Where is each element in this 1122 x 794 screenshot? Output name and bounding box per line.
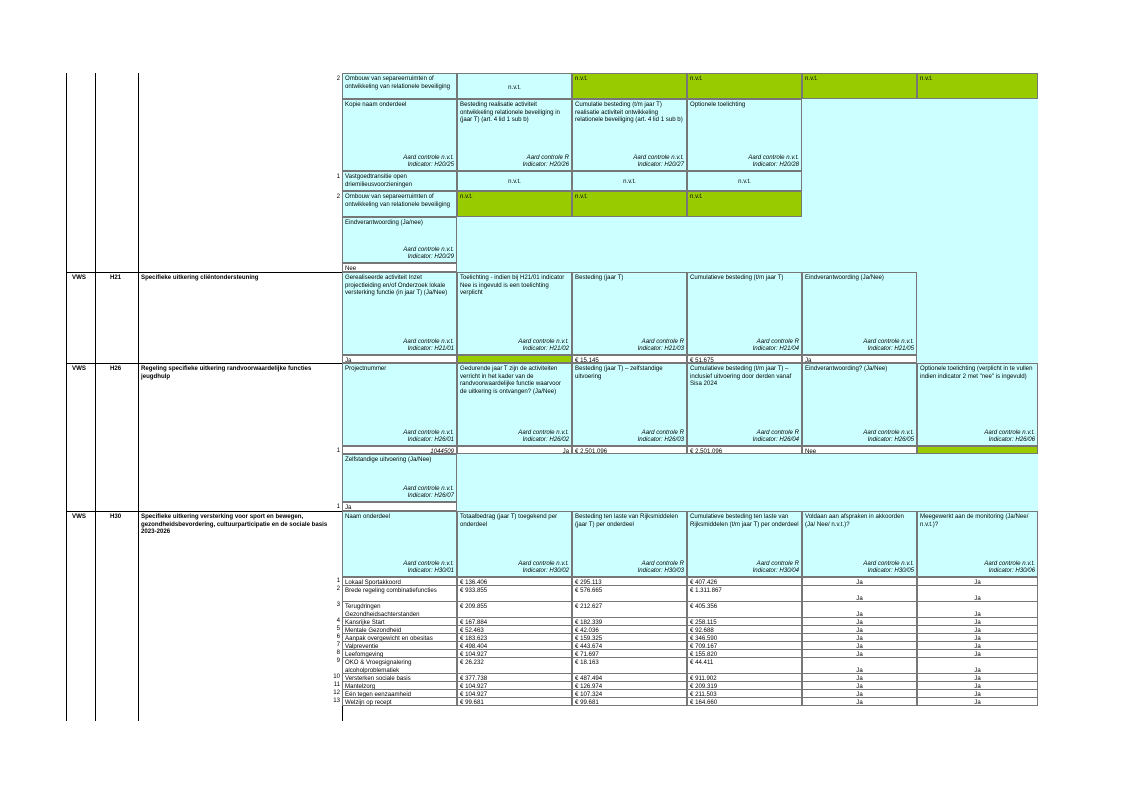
column-header (802, 511, 917, 577)
column-header (917, 363, 1038, 446)
column-header (802, 272, 917, 355)
value-cell[interactable]: € 164.660 (687, 697, 802, 706)
value-cell[interactable]: € 346.590 (687, 633, 802, 642)
value-cell[interactable]: € 159.325 (572, 633, 687, 642)
indicator-code: Indicator: H30/02 (522, 567, 569, 575)
value-cell[interactable]: Ja (802, 577, 917, 586)
aard-controle: Aard controle n.v.t. (748, 153, 799, 161)
column-header (457, 272, 572, 355)
aard-controle: Aard controle n.v.t. (633, 153, 684, 161)
value-cell[interactable]: Ja (802, 355, 917, 363)
value-cell[interactable] (457, 355, 572, 363)
indicator-code: Indicator: H30/03 (637, 567, 684, 575)
column-header (572, 272, 687, 355)
onderdeel-name: Lokaal Sportakkoord (342, 577, 457, 586)
aard-controle: Aard controle n.v.t. (863, 337, 914, 345)
column-header (572, 511, 687, 577)
column-header (342, 99, 457, 171)
row-number: 9 (336, 657, 340, 664)
onderdeel-name: Brede regeling combinatiefuncties (342, 585, 457, 602)
value-cell[interactable]: € 498.404 (457, 641, 572, 650)
value-cell[interactable]: Ja (917, 697, 1038, 706)
row-number: 3 (336, 601, 340, 608)
column-header-label: Eindverantwoording? (Ja/Nee) (805, 365, 888, 372)
indicator-code: Indicator: H26/04 (752, 436, 799, 444)
row-number: 2 (336, 75, 340, 82)
control-label (459, 338, 569, 353)
row-number: 13 (333, 697, 340, 704)
indicator-code: Indicator: H26/01 (407, 436, 454, 444)
value-cell[interactable]: Ja (802, 625, 917, 634)
value-cell[interactable]: Ja (917, 673, 1038, 682)
control-label (459, 429, 569, 444)
column-header (687, 99, 802, 171)
ministry-code: VWS (72, 513, 86, 520)
column-header (687, 511, 802, 577)
value-cell[interactable]: n.v.t. (802, 73, 917, 99)
row-number: 12 (333, 689, 340, 696)
value-cell[interactable]: € 104.927 (457, 689, 572, 698)
value-cell[interactable]: Ja (802, 585, 917, 602)
row-number: 7 (336, 641, 340, 648)
value-cell[interactable]: Ja (917, 633, 1038, 642)
value-cell[interactable]: € 104.927 (457, 681, 572, 690)
column-header (802, 363, 917, 446)
value-cell[interactable]: € 71.697 (572, 649, 687, 658)
value-cell[interactable]: € 155.820 (687, 649, 802, 658)
regulation-title: Specifieke uitkering versterking voor sport en bewegen, gezondheidsbevordering, cultuurparticipatie en de sociale basis 2023-2026 (141, 513, 328, 536)
row-number: 1 (336, 173, 340, 180)
column-header-label: Gedurende jaar T zijn de activiteiten verricht in het kader van de randvoorwaardelijke functie waarvoor de uitkering is ontvangen? (Ja/Nee) (460, 365, 561, 395)
value-cell[interactable]: Ja (802, 657, 917, 674)
regulation-title: Regeling specifieke uitkering randvoorwaardelijke functies jeugdhulp (141, 365, 312, 380)
value-cell[interactable]: € 911.902 (687, 673, 802, 682)
row-number: 1 (336, 577, 340, 584)
value-cell[interactable]: € 709.167 (687, 641, 802, 650)
row-number: 1 (336, 447, 340, 454)
value-cell[interactable]: € 15.145 (572, 355, 687, 363)
value-cell[interactable]: Ja (802, 649, 917, 658)
regulation-code: H21 (110, 274, 122, 281)
grid-line (138, 73, 139, 721)
column-header (687, 363, 802, 446)
onderdeel-name: Kansrijke Start (342, 617, 457, 626)
onderdeel-name: Valpreventie (342, 641, 457, 650)
column-header-label: Cumulatieve besteding (t/m jaar T) – inclusief uitvoering door derden vanaf Sisa 2024 (690, 365, 792, 388)
ministry-code: VWS (72, 274, 86, 281)
control-label (574, 429, 684, 444)
empty-cell (802, 171, 1038, 191)
column-header-label: Besteding ten laste van Rijksmiddelen (jaar T) per onderdeel (575, 513, 678, 528)
column-header-label: Totaalbedrag (jaar T) toegekend per onderdeel (460, 513, 558, 528)
onderdeel-name: Eén tegen eenzaamheid (342, 689, 457, 698)
value-cell[interactable]: Ja (802, 673, 917, 682)
indicator-code: Indicator: H21/02 (522, 345, 569, 353)
control-label (804, 560, 914, 575)
empty-cell (917, 272, 1038, 363)
value-cell[interactable]: Ja (802, 641, 917, 650)
value-cell[interactable]: € 405.356 (687, 601, 802, 618)
onderdeel-name: Terugdringen Gezondheidsachterstanden (342, 601, 457, 618)
column-header (572, 363, 687, 446)
value-cell[interactable]: Ja (342, 355, 457, 363)
value-cell[interactable]: Ja (802, 617, 917, 626)
onderdeel-name: Mantelzorg (342, 681, 457, 690)
value-cell[interactable]: n.v.t. (457, 73, 572, 99)
column-header-label: Voldaan aan afspraken in akkoorden (Ja/ Nee/ n.v.t.)? (805, 513, 904, 528)
value-cell[interactable]: Ja (802, 689, 917, 698)
grid-line (95, 73, 96, 721)
value-cell[interactable]: € 167.884 (457, 617, 572, 626)
grid-line (66, 73, 67, 721)
column-header-label: Projectnummer (345, 365, 387, 372)
column-header-label: Optionele toelichting (verplicht in te vullen indien indicator 2 met "nee" is ingevuld) (920, 365, 1033, 380)
control-label (689, 429, 799, 444)
onderdeel-name: Mentale Gezondheid (342, 625, 457, 634)
row-number: 11 (333, 681, 340, 688)
indicator-code: Indicator: H30/06 (988, 567, 1035, 575)
column-header (342, 511, 457, 577)
indicator-code: Indicator: H20/27 (637, 161, 684, 169)
column-header-label: Cumulatie besteding (t/m jaar T) realisatie activiteit ontwikkeling relationele beveiliging (art. 4 lid 1 sub b) (575, 101, 683, 124)
aard-controle: Aard controle n.v.t. (403, 337, 454, 345)
control-label (344, 485, 454, 500)
value-cell[interactable]: Ja (802, 601, 917, 618)
column-header-label: Eindverantwoording (Ja/nee) (345, 219, 423, 226)
column-header-label: Eindverantwoording (Ja/Nee) (805, 274, 884, 281)
value-cell[interactable]: Ja (917, 577, 1038, 586)
value-cell[interactable]: € 182.339 (572, 617, 687, 626)
value-cell[interactable]: Ja (802, 681, 917, 690)
value-cell[interactable]: Ja (457, 446, 572, 454)
control-label (344, 429, 454, 444)
spreadsheet-sheet (66, 73, 1038, 721)
aard-controle: Aard controle R (641, 337, 684, 345)
aard-controle: Aard controle R (641, 428, 684, 436)
value-cell[interactable]: Ja (917, 601, 1038, 618)
control-label (344, 154, 454, 169)
aard-controle: Aard controle R (756, 337, 799, 345)
value-cell[interactable]: n.v.t. (572, 191, 687, 217)
value-cell[interactable]: € 377.738 (457, 673, 572, 682)
indicator-code: Indicator: H30/04 (752, 567, 799, 575)
row-number: 8 (336, 649, 340, 656)
value-cell[interactable]: € 44.411 (687, 657, 802, 674)
value-cell[interactable]: Ja (802, 697, 917, 706)
value-cell[interactable]: € 183.623 (457, 633, 572, 642)
onderdeel-name: OKO & Vroegsignalering alcoholproblematiek (342, 657, 457, 674)
onderdeel-name: Ombouw van separeerruimten of ontwikkeling van relationele beveiliging (342, 191, 457, 217)
value-cell[interactable]: € 51.675 (687, 355, 802, 363)
indicator-code: Indicator: H21/04 (752, 345, 799, 353)
value-cell[interactable]: € 52.463 (457, 625, 572, 634)
control-label (804, 429, 914, 444)
control-label (344, 246, 454, 261)
value-cell[interactable]: n.v.t. (687, 191, 802, 217)
indicator-code: Indicator: H26/07 (407, 492, 454, 500)
value-cell[interactable]: € 136.406 (457, 577, 572, 586)
value-cell[interactable]: € 104.927 (457, 649, 572, 658)
value-cell[interactable]: € 107.324 (572, 689, 687, 698)
column-header-label: Zelfstandige uitvoering (Ja/Nee) (345, 456, 432, 463)
aard-controle: Aard controle n.v.t. (863, 428, 914, 436)
control-label (459, 560, 569, 575)
value-cell[interactable]: Ja (342, 502, 457, 511)
indicator-code: Indicator: H20/26 (522, 161, 569, 169)
aard-controle: Aard controle n.v.t. (863, 559, 914, 567)
onderdeel-name: Aanpak overgewicht en obesitas (342, 633, 457, 642)
value-cell[interactable]: n.v.t. (457, 191, 572, 217)
control-label (919, 560, 1035, 575)
onderdeel-name: Welzijn op recept (342, 697, 457, 706)
control-label (804, 338, 914, 353)
value-cell[interactable]: n.v.t. (457, 171, 572, 191)
value-cell[interactable]: n.v.t. (687, 73, 802, 99)
value-cell[interactable]: Ja (917, 585, 1038, 602)
value-cell[interactable]: Nee (802, 446, 917, 454)
value-cell[interactable]: € 211.503 (687, 689, 802, 698)
control-label (689, 560, 799, 575)
column-header-label: Optionele toelichting (690, 101, 746, 108)
column-header (457, 99, 572, 171)
value-cell[interactable]: n.v.t. (917, 73, 1038, 99)
control-label (689, 154, 799, 169)
aard-controle: Aard controle n.v.t. (403, 428, 454, 436)
column-header (342, 454, 457, 502)
value-cell[interactable]: € 209.319 (687, 681, 802, 690)
value-cell[interactable]: n.v.t. (572, 73, 687, 99)
value-cell[interactable]: Ja (917, 681, 1038, 690)
column-header-label: Cumulatieve besteding ten laste van Rijksmiddelen (t/m jaar T) per onderdeel (690, 513, 799, 528)
row-number: 10 (333, 673, 340, 680)
value-cell[interactable]: € 99.681 (572, 697, 687, 706)
row-number: 1 (336, 503, 340, 510)
indicator-code: Indicator: H20/28 (752, 161, 799, 169)
value-cell[interactable]: € 258.115 (687, 617, 802, 626)
aard-controle: Aard controle R (526, 153, 569, 161)
column-header-label: Naam onderdeel (345, 513, 391, 520)
control-label (919, 429, 1035, 444)
value-cell[interactable] (917, 446, 1038, 454)
regulation-code: H30 (110, 513, 122, 520)
regulation-title: Specifieke uitkering cliëntondersteuning (141, 274, 259, 281)
indicator-code: Indicator: H26/05 (867, 436, 914, 444)
column-header-label: Gerealiseerde activiteit Inzet projectleiding en/of Onderzoek lokale versterking functie (in jaar T) (Ja/Nee) (345, 274, 448, 297)
empty-cell (457, 217, 1038, 272)
value-cell[interactable]: € 2.501.096 (572, 446, 687, 454)
value-cell[interactable]: Ja (917, 657, 1038, 674)
aard-controle: Aard controle R (756, 559, 799, 567)
value-cell[interactable]: € 443.674 (572, 641, 687, 650)
column-header-label: Besteding realisatie activiteit ontwikkeling relationele beveiliging in (jaar T) (art. 4 lid 1 sub b) (460, 101, 560, 124)
control-label (574, 154, 684, 169)
indicator-code: Indicator: H21/03 (637, 345, 684, 353)
column-header-label: Toelichting - indien bij H21/01 indicator Nee is ingevuld is een toelichting verplicht (460, 274, 565, 297)
value-cell[interactable]: Ja (917, 689, 1038, 698)
value-cell[interactable]: € 126.974 (572, 681, 687, 690)
value-cell[interactable]: n.v.t. (572, 171, 687, 191)
value-cell[interactable]: € 1.311.867 (687, 585, 802, 602)
aard-controle: Aard controle n.v.t. (403, 153, 454, 161)
value-cell[interactable]: € 212.627 (572, 601, 687, 618)
indicator-code: Indicator: H30/05 (867, 567, 914, 575)
control-label (344, 560, 454, 575)
value-cell[interactable]: Nee (342, 263, 457, 272)
aard-controle: Aard controle n.v.t. (518, 337, 569, 345)
row-number: 5 (336, 625, 340, 632)
indicator-code: Indicator: H26/06 (988, 436, 1035, 444)
row-number: 4 (336, 617, 340, 624)
control-label (459, 154, 569, 169)
indicator-code: Indicator: H21/05 (867, 345, 914, 353)
column-header (457, 511, 572, 577)
column-header-label: Besteding (jaar T) – zelfstandige uitvoering (575, 365, 663, 380)
regulation-code: H26 (110, 365, 122, 372)
onderdeel-name: Leefomgeving (342, 649, 457, 658)
row-number: 6 (336, 633, 340, 640)
column-header (572, 99, 687, 171)
aard-controle: Aard controle R (641, 559, 684, 567)
aard-controle: Aard controle n.v.t. (984, 559, 1035, 567)
empty-cell (802, 191, 1038, 217)
onderdeel-name: Vastgoedtransitie open driemilieusvoorzieningen (342, 171, 457, 191)
aard-controle: Aard controle n.v.t. (403, 559, 454, 567)
value-cell[interactable]: Ja (802, 633, 917, 642)
control-label (344, 338, 454, 353)
indicator-code: Indicator: H20/29 (407, 253, 454, 261)
value-cell[interactable]: € 576.665 (572, 585, 687, 602)
aard-controle: Aard controle n.v.t. (518, 428, 569, 436)
indicator-code: Indicator: H20/25 (407, 161, 454, 169)
column-header (342, 217, 457, 263)
value-cell[interactable]: Ja (917, 641, 1038, 650)
column-header-label: Cumulatieve besteding (t/m jaar T) (690, 274, 784, 281)
row-number: 2 (336, 193, 340, 200)
aard-controle: Aard controle n.v.t. (403, 245, 454, 253)
value-cell[interactable]: Ja (917, 625, 1038, 634)
value-cell[interactable]: € 92.688 (687, 625, 802, 634)
onderdeel-name: Versterken sociale basis (342, 673, 457, 682)
value-cell[interactable]: 1044509 (342, 446, 457, 454)
control-label (574, 338, 684, 353)
row-number: 2 (336, 585, 340, 592)
aard-controle: Aard controle n.v.t. (518, 559, 569, 567)
value-cell[interactable]: € 209.855 (457, 601, 572, 618)
onderdeel-name: Ombouw van separeerruimten of ontwikkeling van relationele beveiliging (342, 73, 457, 99)
column-header-label: Besteding (jaar T) (575, 274, 624, 281)
value-cell[interactable]: € 99.681 (457, 697, 572, 706)
column-header (342, 272, 457, 355)
value-cell[interactable]: n.v.t. (687, 171, 802, 191)
value-cell[interactable]: € 295.113 (572, 577, 687, 586)
control-label (689, 338, 799, 353)
column-header-label: Kopie naam onderdeel (345, 101, 407, 108)
value-cell[interactable]: € 26.232 (457, 657, 572, 674)
column-header (342, 363, 457, 446)
indicator-code: Indicator: H26/02 (522, 436, 569, 444)
aard-controle: Aard controle n.v.t. (403, 484, 454, 492)
value-cell[interactable]: € 18.163 (572, 657, 687, 674)
indicator-code: Indicator: H21/01 (407, 345, 454, 353)
column-header (687, 272, 802, 355)
indicator-code: Indicator: H30/01 (407, 567, 454, 575)
value-cell[interactable]: € 407.426 (687, 577, 802, 586)
column-header-label: Meegewerkt aan de monitoring (Ja/Nee/ n.v.t.)? (920, 513, 1029, 528)
column-header (917, 511, 1038, 577)
ministry-code: VWS (72, 365, 86, 372)
empty-cell (802, 99, 1038, 171)
value-cell[interactable]: Ja (917, 649, 1038, 658)
aard-controle: Aard controle n.v.t. (984, 428, 1035, 436)
empty-cell (457, 454, 1038, 511)
control-label (574, 560, 684, 575)
value-cell[interactable]: € 2.501.096 (687, 446, 802, 454)
aard-controle: Aard controle R (756, 428, 799, 436)
value-cell[interactable]: Ja (917, 617, 1038, 626)
value-cell[interactable]: € 933.855 (457, 585, 572, 602)
value-cell[interactable]: € 487.494 (572, 673, 687, 682)
value-cell[interactable]: € 42.036 (572, 625, 687, 634)
column-header (457, 363, 572, 446)
indicator-code: Indicator: H26/03 (637, 436, 684, 444)
